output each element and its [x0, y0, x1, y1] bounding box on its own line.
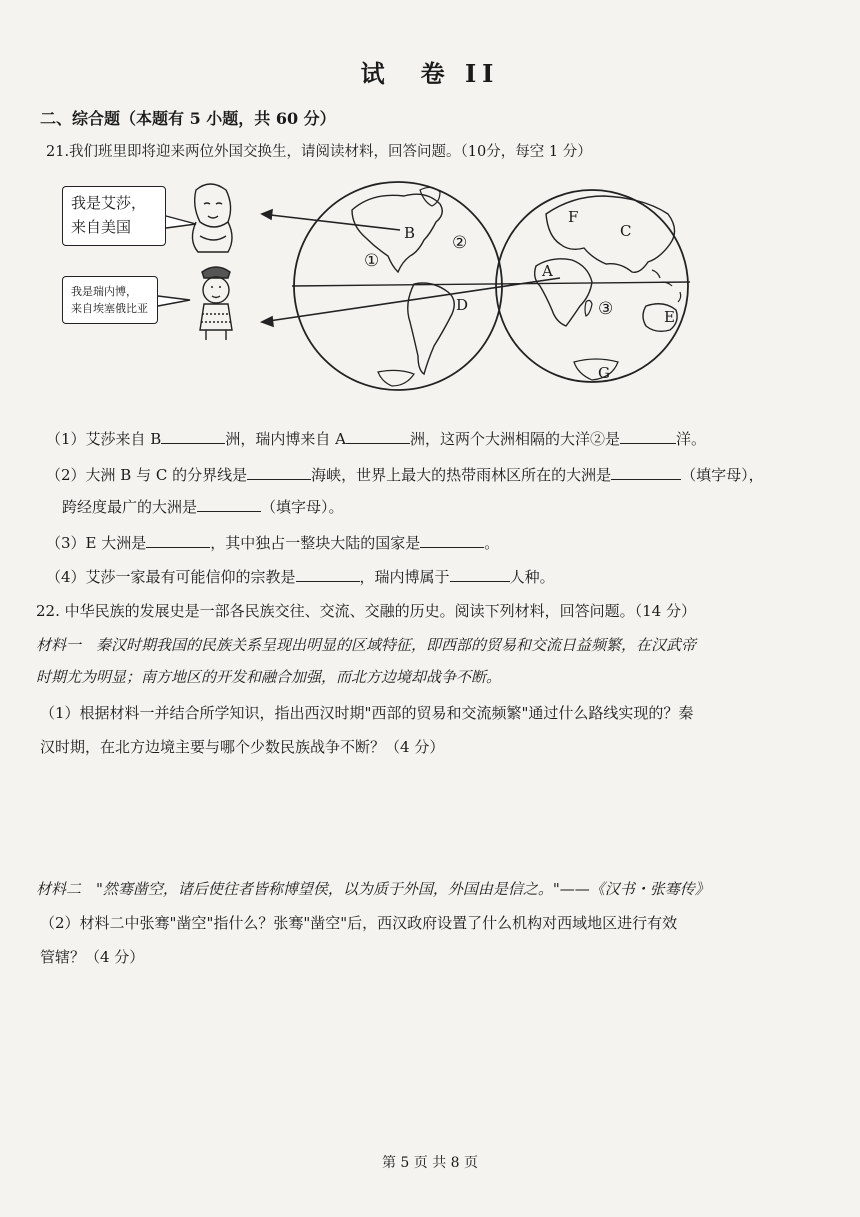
reneibo-speech-bubble [62, 276, 158, 324]
q22-material-1-line-2: 时期尤为明显；南方地区的开发和融合加强，而北方边境却战争不断。 [36, 668, 502, 686]
answer-blank[interactable] [611, 465, 681, 480]
q21-p3-text-a: （3）E 大洲是 [46, 534, 147, 552]
q21-p1-text-d: 洋。 [675, 430, 706, 448]
q21-p1-text-c: 洲，这两个大洲相隔的大洋②是 [409, 430, 620, 448]
answer-blank[interactable] [296, 567, 360, 582]
elsa-illustration [192, 184, 232, 252]
equator-line [292, 282, 690, 286]
q21-p2-text-c: （填字母）， [681, 466, 764, 484]
q21-part-2-cont [62, 496, 344, 517]
elsa-speech-bubble [62, 186, 166, 246]
q22-question-2-line-1: （2）材料二中张骞"凿空"指什么？张骞"凿空"后，西汉政府设置了什么机构对西域地区进行有效 [40, 914, 678, 932]
q22-stem: 22. 中华民族的发展史是一部各民族交往、交流、交融的历史。阅读下列材料，回答问题。（14 分） [36, 602, 696, 620]
page-footer: 第 5 页 共 8 页 [381, 1155, 479, 1171]
reneibo-illustration [200, 267, 232, 340]
answer-blank[interactable] [161, 429, 225, 444]
elsa-bubble-line-2: 来自美国 [71, 218, 132, 236]
answer-blank[interactable] [420, 533, 484, 548]
q21-p1-text-b: 洲，瑞内博来自 A [225, 430, 346, 448]
arrow-head-reneibo [262, 317, 273, 326]
label-ocean-1: ① [364, 251, 380, 271]
answer-blank[interactable] [247, 465, 311, 480]
label-G: G [598, 364, 610, 382]
q22-question-2-line-2: 管辖？（4 分） [40, 948, 145, 966]
q21-p3-text-b: ，其中独占一整块大陆的国家是 [210, 534, 421, 552]
answer-blank[interactable] [146, 533, 210, 548]
q21-p4-text-b: ，瑞内博属于 [359, 568, 450, 586]
answer-blank[interactable] [197, 497, 261, 512]
q21-part-2 [46, 464, 764, 485]
answer-blank[interactable] [346, 429, 410, 444]
reneibo-bubble-line-2: 来自埃塞俄比亚 [71, 302, 148, 315]
q21-p4-text-a: （4）艾莎一家最有可能信仰的宗教是 [46, 568, 296, 586]
q21-p2-text-d: 跨经度最广的大洲是 [62, 498, 198, 516]
label-F: F [568, 208, 579, 226]
label-A: A [542, 262, 553, 280]
q21-stem: 21.我们班里即将迎来两位外国交换生，请阅读材料，回答问题。（10分，每空 1 分） [46, 144, 592, 160]
label-E: E [664, 308, 675, 326]
q22-question-1-line-2: 汉时期，在北方边境主要与哪个少数民族战争不断？（4 分） [40, 738, 445, 756]
q22-material-2: 材料二 "然骞凿空，诸后使往者皆称博望侯，以为质于外国，外国由是信之。"——《汉书・张骞传》 [36, 880, 710, 898]
q21-p2-text-a: （2）大洲 B 与 C 的分界线是 [46, 466, 248, 484]
q21-part-3 [46, 532, 499, 553]
label-D: D [456, 296, 469, 314]
answer-blank[interactable] [450, 567, 510, 582]
q21-p1-text-a: （1）艾莎来自 B [46, 430, 162, 448]
q21-part-4 [46, 566, 555, 587]
label-ocean-2: ② [452, 233, 468, 253]
elsa-bubble-line-1: 我是艾莎， [71, 194, 147, 212]
section-heading: 二、综合题（本题有 5 小题，共 60 分） [40, 109, 336, 128]
q21-p2-text-b: 海峡，世界上最大的热带雨林区所在的大洲是 [311, 466, 612, 484]
label-B: B [404, 224, 416, 242]
q22-question-1-line-1: （1）根据材料一并结合所学知识，指出西汉时期"西部的贸易和交流频繁"通过什么路线实现的？秦 [40, 704, 694, 722]
q21-p2-text-e: （填字母）。 [261, 498, 344, 516]
answer-blank[interactable] [620, 429, 676, 444]
eastern-hemisphere [496, 190, 688, 382]
label-ocean-3: ③ [598, 299, 614, 319]
q22-material-1-line-1: 材料一 秦汉时期我国的民族关系呈现出明显的区域特征，即西部的贸易和交流日益频繁，在汉武帝 [36, 636, 697, 654]
arrow-head-elsa [262, 210, 272, 219]
q21-p4-text-c: 人种。 [509, 568, 555, 586]
paper-title: 试 卷 II [360, 59, 500, 88]
label-C: C [620, 222, 632, 240]
reneibo-bubble-line-1: 我是瑞内博， [71, 285, 137, 298]
arrow-to-elsa [262, 214, 400, 230]
q21-part-1 [46, 428, 706, 449]
q21-p3-text-c: 。 [484, 534, 500, 552]
